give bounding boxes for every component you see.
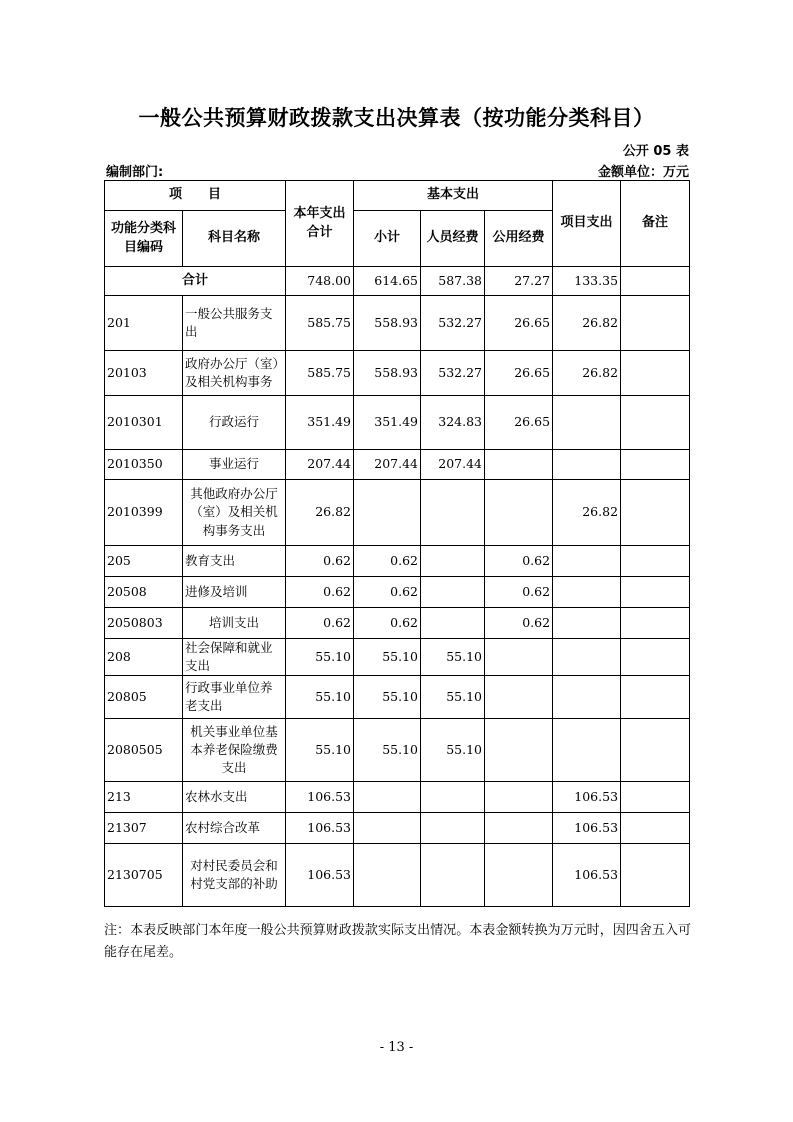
- table-row: [105, 813, 690, 844]
- row-personnel: [421, 608, 485, 639]
- dept-label: 编制部门:: [106, 165, 164, 180]
- row-public: [485, 813, 553, 844]
- row-public: 26.65: [485, 296, 553, 351]
- row-remark: [621, 676, 690, 719]
- row-public: 0.62: [485, 546, 553, 577]
- row-annual: 351.49: [286, 396, 354, 450]
- row-name: 一般公共服务支出: [183, 296, 286, 351]
- row-subtotal: 0.62: [354, 546, 421, 577]
- row-personnel: [421, 480, 485, 546]
- row-code: 2080505: [105, 719, 183, 782]
- row-name: 农林水支出: [183, 782, 286, 813]
- row-personnel: [421, 577, 485, 608]
- header-code: 功能分类科目编码: [105, 211, 183, 267]
- row-project: [553, 676, 621, 719]
- row-project: [553, 719, 621, 782]
- row-annual: 26.82: [286, 480, 354, 546]
- header-name: 科目名称: [183, 211, 286, 267]
- total-row: [105, 267, 690, 296]
- header-personnel: 人员经费: [421, 211, 485, 267]
- row-project: 26.82: [553, 296, 621, 351]
- row-remark: [621, 351, 690, 396]
- row-remark: [621, 719, 690, 782]
- row-project: 106.53: [553, 782, 621, 813]
- header-public: 公用经费: [485, 211, 553, 267]
- row-remark: [621, 577, 690, 608]
- row-public: 26.65: [485, 396, 553, 450]
- row-public: [485, 719, 553, 782]
- page-title: 一般公共预算财政拨款支出决算表（按功能分类科目）: [138, 106, 655, 130]
- row-remark: [621, 546, 690, 577]
- row-remark: [621, 813, 690, 844]
- row-subtotal: 207.44: [354, 450, 421, 480]
- row-annual: 0.62: [286, 608, 354, 639]
- row-public: [485, 844, 553, 907]
- row-name: 社会保障和就业支出: [183, 639, 286, 676]
- row-remark: [621, 480, 690, 546]
- form-number: 公开 05 表: [622, 144, 689, 159]
- row-code: 205: [105, 546, 183, 577]
- table-row: [105, 546, 690, 577]
- row-personnel: 532.27: [421, 351, 485, 396]
- row-subtotal: 55.10: [354, 719, 421, 782]
- row-code: 20103: [105, 351, 183, 396]
- unit-label: 金额单位：万元: [597, 165, 689, 180]
- row-public: 0.62: [485, 608, 553, 639]
- table-row: [105, 844, 690, 907]
- row-code: 213: [105, 782, 183, 813]
- row-project: [553, 577, 621, 608]
- row-annual: 0.62: [286, 546, 354, 577]
- row-annual: 585.75: [286, 296, 354, 351]
- row-code: 208: [105, 639, 183, 676]
- row-name: 行政运行: [183, 396, 286, 450]
- row-public: [485, 639, 553, 676]
- header-project: 项 目: [105, 181, 286, 211]
- table-row: [105, 480, 690, 546]
- row-remark: [621, 608, 690, 639]
- row-public: [485, 450, 553, 480]
- row-remark: [621, 450, 690, 480]
- row-project: [553, 608, 621, 639]
- row-annual: 55.10: [286, 676, 354, 719]
- row-code: 201: [105, 296, 183, 351]
- row-subtotal: [354, 813, 421, 844]
- row-name: 农村综合改革: [183, 813, 286, 844]
- row-annual: 0.62: [286, 577, 354, 608]
- header-project-expenditure: 项目支出: [553, 181, 621, 267]
- row-subtotal: [354, 782, 421, 813]
- row-remark: [621, 639, 690, 676]
- total-project: 133.35: [553, 267, 621, 296]
- row-project: 26.82: [553, 351, 621, 396]
- row-code: 2130705: [105, 844, 183, 907]
- table-row: [105, 396, 690, 450]
- row-name: 其他政府办公厅（室）及相关机构事务支出: [183, 480, 286, 546]
- row-personnel: [421, 844, 485, 907]
- table-row: [105, 608, 690, 639]
- row-remark: [621, 782, 690, 813]
- row-subtotal: 558.93: [354, 296, 421, 351]
- row-project: [553, 546, 621, 577]
- row-subtotal: 0.62: [354, 608, 421, 639]
- row-project: [553, 639, 621, 676]
- row-code: 20508: [105, 577, 183, 608]
- row-name: 教育支出: [183, 546, 286, 577]
- header-basic: 基本支出: [354, 181, 553, 211]
- row-project: [553, 450, 621, 480]
- row-project: 106.53: [553, 844, 621, 907]
- row-subtotal: [354, 844, 421, 907]
- table-row: [105, 639, 690, 676]
- row-name: 培训支出: [183, 608, 286, 639]
- row-personnel: [421, 546, 485, 577]
- row-name: 政府办公厅（室）及相关机构事务: [183, 351, 286, 396]
- row-public: [485, 676, 553, 719]
- row-project: [553, 396, 621, 450]
- row-remark: [621, 296, 690, 351]
- footnote: 注：本表反映部门本年度一般公共预算财政拨款实际支出情况。本表金额转换为万元时，因四舍五入可能存在尾差。: [104, 923, 691, 961]
- row-subtotal: 0.62: [354, 577, 421, 608]
- table-row: [105, 719, 690, 782]
- row-annual: 585.75: [286, 351, 354, 396]
- total-subtotal: 614.65: [354, 267, 421, 296]
- row-subtotal: 558.93: [354, 351, 421, 396]
- header-remark: 备注: [621, 181, 690, 267]
- row-name: 对村民委员会和村党支部的补助: [183, 844, 286, 907]
- row-personnel: [421, 813, 485, 844]
- row-code: 2050803: [105, 608, 183, 639]
- row-personnel: 324.83: [421, 396, 485, 450]
- row-subtotal: [354, 480, 421, 546]
- row-personnel: [421, 782, 485, 813]
- row-name: 机关事业单位基本养老保险缴费支出: [183, 719, 286, 782]
- row-annual: 207.44: [286, 450, 354, 480]
- row-code: 2010301: [105, 396, 183, 450]
- row-name: 行政事业单位养老支出: [183, 676, 286, 719]
- row-personnel: 532.27: [421, 296, 485, 351]
- total-personnel: 587.38: [421, 267, 485, 296]
- table-row: [105, 296, 690, 351]
- row-code: 2010399: [105, 480, 183, 546]
- row-code: 21307: [105, 813, 183, 844]
- row-code: 20805: [105, 676, 183, 719]
- row-annual: 106.53: [286, 844, 354, 907]
- row-personnel: 55.10: [421, 719, 485, 782]
- row-project: 106.53: [553, 813, 621, 844]
- row-annual: 55.10: [286, 639, 354, 676]
- table-row: [105, 450, 690, 480]
- table-row: [105, 351, 690, 396]
- total-public: 27.27: [485, 267, 553, 296]
- row-public: 26.65: [485, 351, 553, 396]
- row-project: 26.82: [553, 480, 621, 546]
- row-remark: [621, 844, 690, 907]
- header-annual: 本年支出合计: [286, 181, 354, 267]
- row-name: 事业运行: [183, 450, 286, 480]
- total-remark: [621, 267, 690, 296]
- row-name: 进修及培训: [183, 577, 286, 608]
- row-public: 0.62: [485, 577, 553, 608]
- table-row: [105, 782, 690, 813]
- total-label: 合计: [105, 267, 286, 296]
- table-row: [105, 676, 690, 719]
- row-remark: [621, 396, 690, 450]
- row-public: [485, 782, 553, 813]
- row-personnel: 55.10: [421, 676, 485, 719]
- row-subtotal: 55.10: [354, 639, 421, 676]
- row-code: 2010350: [105, 450, 183, 480]
- row-personnel: 55.10: [421, 639, 485, 676]
- total-annual: 748.00: [286, 267, 354, 296]
- row-annual: 106.53: [286, 813, 354, 844]
- row-subtotal: 351.49: [354, 396, 421, 450]
- row-subtotal: 55.10: [354, 676, 421, 719]
- table-row: [105, 577, 690, 608]
- row-personnel: 207.44: [421, 450, 485, 480]
- expenditure-table: [104, 180, 690, 907]
- row-annual: 106.53: [286, 782, 354, 813]
- row-public: [485, 480, 553, 546]
- row-annual: 55.10: [286, 719, 354, 782]
- page-number: - 13 -: [379, 1040, 414, 1055]
- header-subtotal: 小计: [354, 211, 421, 267]
